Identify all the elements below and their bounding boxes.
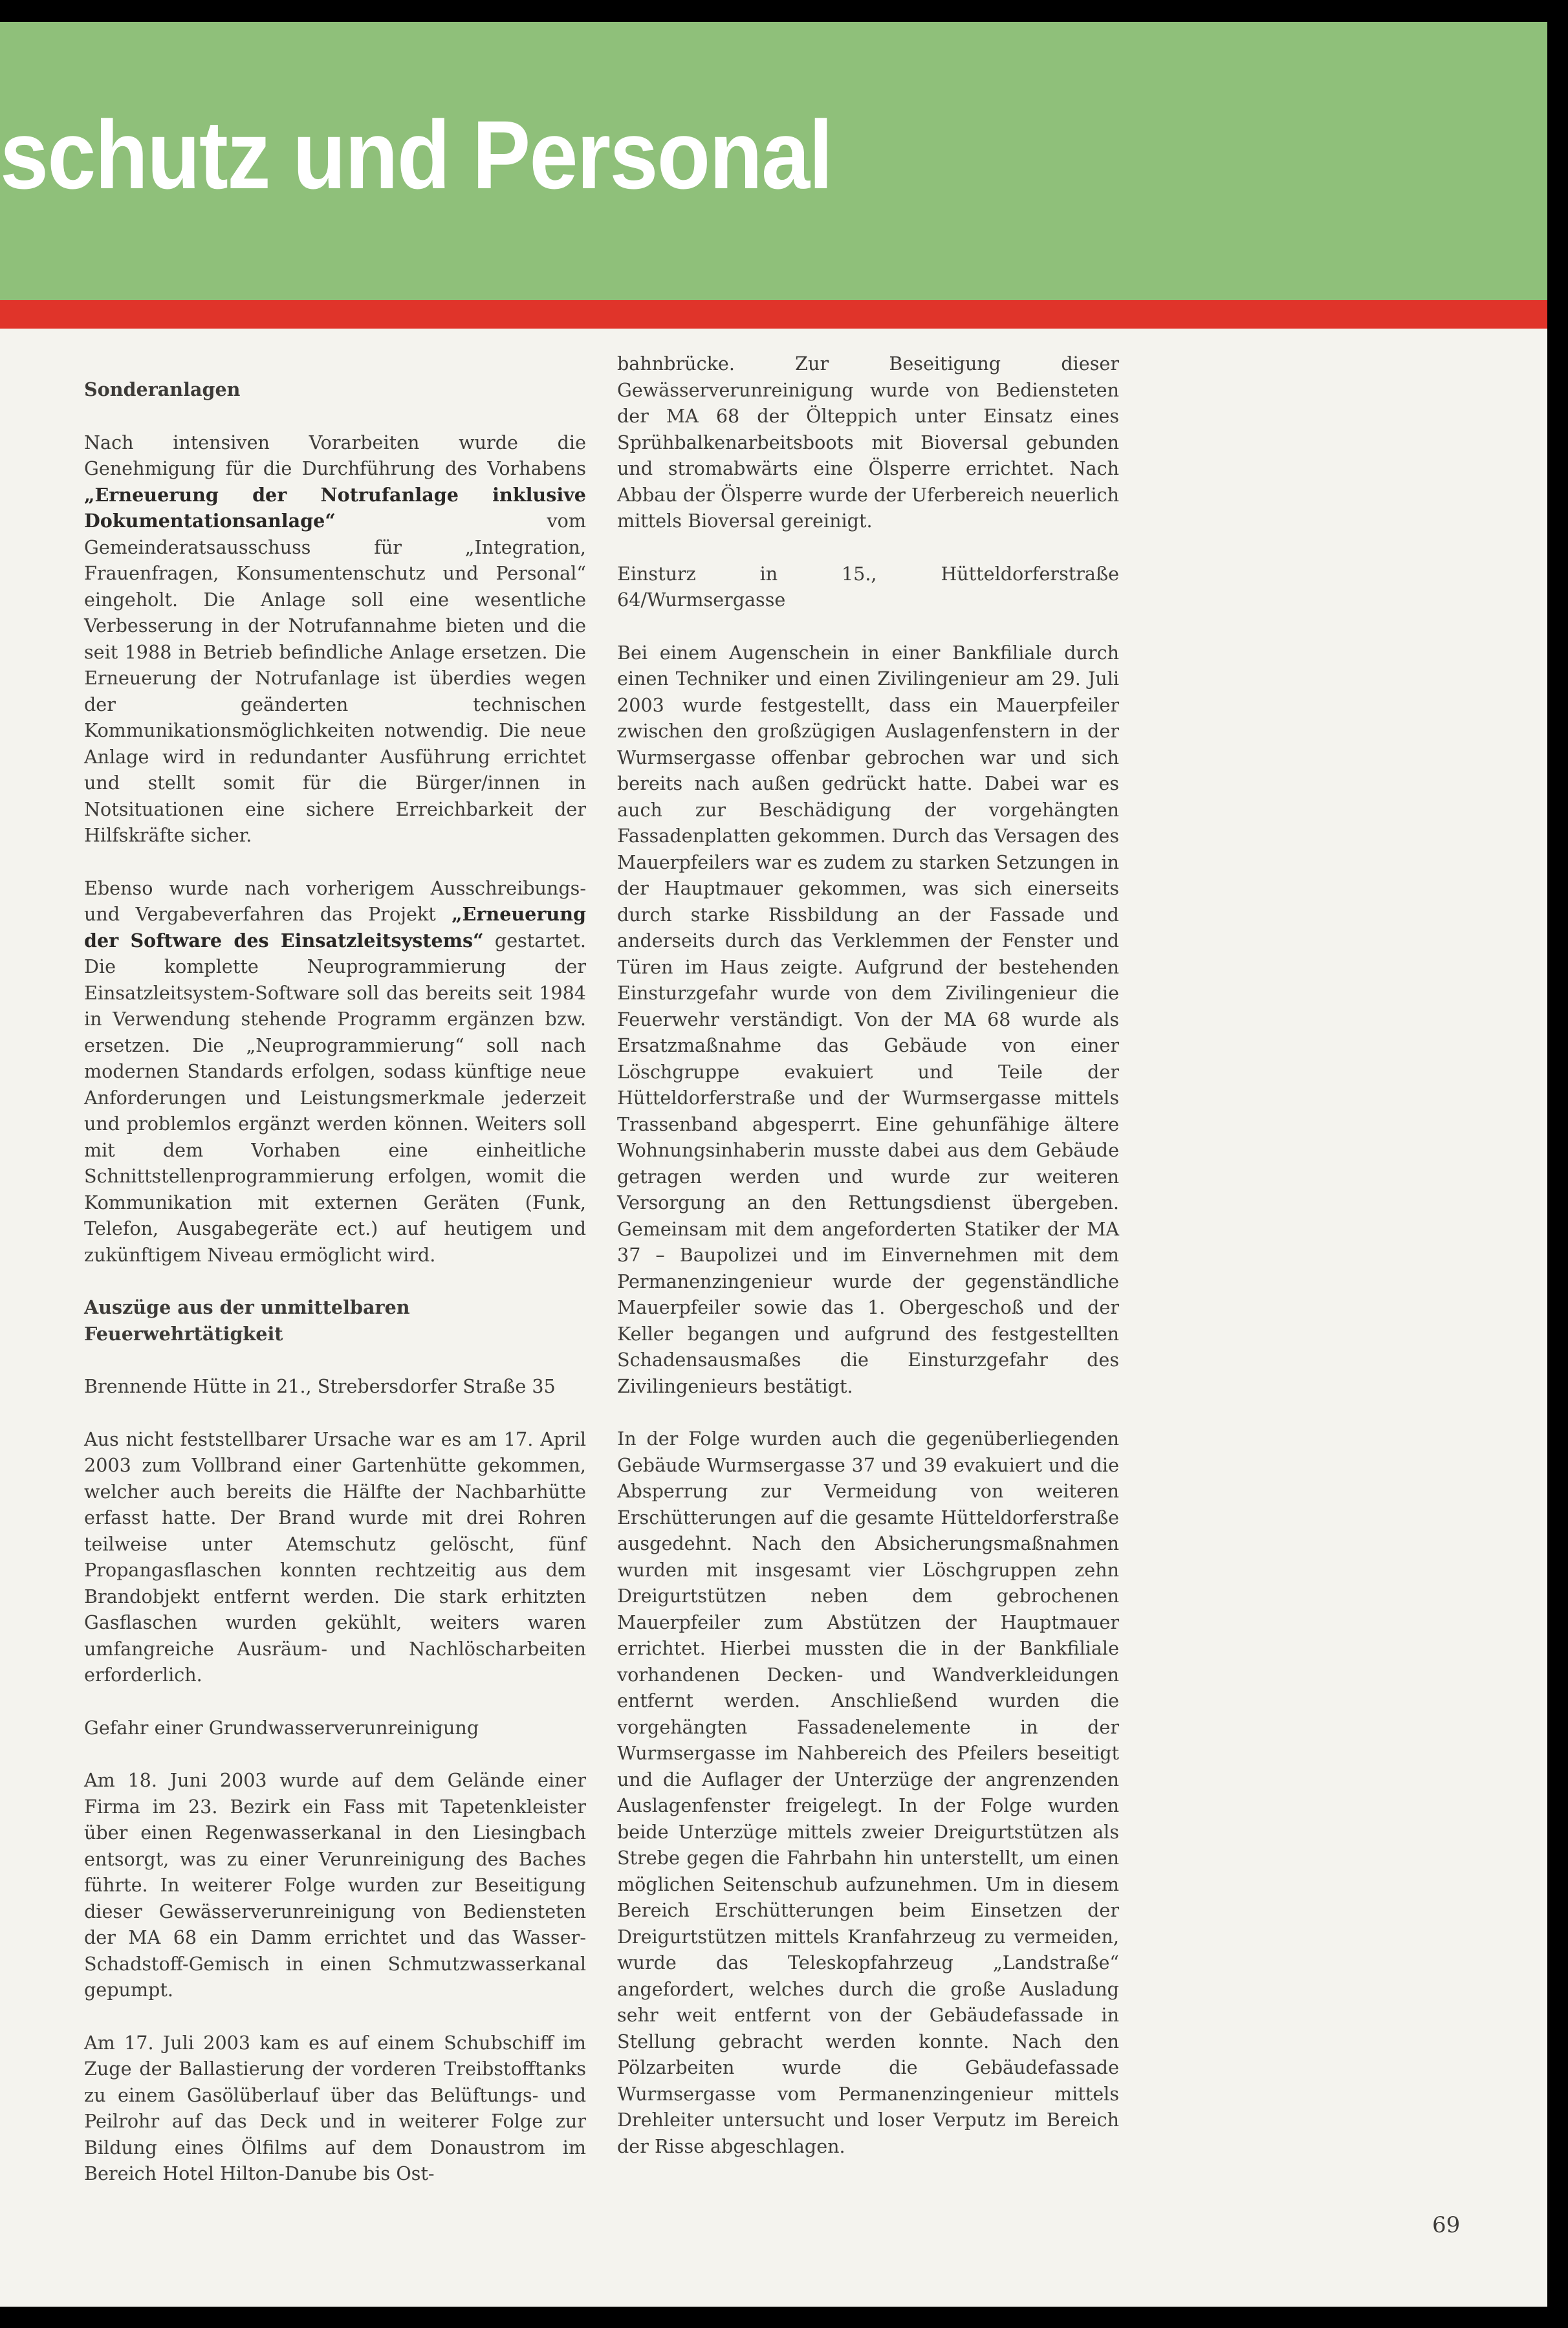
bold-project-name: „Erneuerung der Notrufanlage inklusive Dokumentationsanlage“ [84,483,586,532]
paragraph-huette: Aus nicht feststellbarer Ursache war es am 17. April 2003 zum Vollbrand einer Gartenhütte gekommen, welcher auch bereits die Hälfte der Nachbarhütte erfasst hatte. Der Brand wurde mit drei Rohren teilweise unter Atemschutz gelöscht, fünf Propangasflaschen konnten rechtzeitig aus dem Brandobjekt entfernt werden. Die stark erhitzten Gasflaschen wurden gekühlt, weiters waren umfangreiche Ausräum- und Nachlöscharbeiten erforderlich. [84,1428,586,1686]
paragraph-dreigurtstuetzen: In der Folge wurden auch die gegenüberliegenden Gebäude Wurmsergasse 37 und 39 evakuiert und die Absperrung zur Vermeidung von weiteren Erschütterungen auf die gesamte Hütteldorferstraße ausgedehnt. Nach den Absicherungsmaßnahmen wurden mit insgesamt vier Löschgruppen zehn Dreigurtstützen neben dem gebrochenen Mauerpfeiler zum Abstützen der Hauptmauer errichtet. Hierbei mussten die in der Bankfiliale vorhandenen Decken- und Wandverkleidungen entfernt werden. Anschließend wurden die vorgehängten Fassadenelemente in der Wurmsergasse im Nahbereich des Pfeilers beseitigt und die Auflager der Unterzüge der angrenzenden Auslagenfenster freigelegt. In der Folge wurden beide Unterzüge mittels zweier Dreigurtstützen als Strebe gegen die Fahrbahn hin unterstellt, um einen möglichen Seitenschub aufzunehmen. Um in diesem Bereich Erschütterungen beim Einsetzen der Dreigurtstützen mittels Kranfahrzeug zu vermeiden, wurde das Teleskopfahrzeug „Landstraße“ angefordert, welches durch die große Ausladung sehr weit entfernt von der Gebäudefassade in Stellung gebracht werden konnte. Nach den Pölzarbeiten wurde die Gebäudefassade Wurmsergasse vom Permanenzingenieur mittels Drehleiter untersucht und loser Verputz im Bereich der Risse abgeschlagen. [617,1428,1119,2157]
header-band [0,22,1547,300]
right-column [617,353,1119,2186]
paragraph-einsatzleitsystem: Ebenso wurde nach vorherigem Ausschreibungs- und Vergabeverfahren das Projekt „Erneuerung der Software des Einsatzleitsystems“ gestartet. Die komplette Neuprogrammierung der Einsatzleitsystem-Software soll das bereits seit 1984 in Verwendung stehende Programm ergänzen bzw. ersetzen. Die „Neuprogrammierung“ soll nach modernen Standards erfolgen, sodass künftige neue Anforderungen und Leistungsmerkmale jederzeit und problemlos ergänzt werden können. Weiters soll mit dem Vorhaben eine einheitliche Schnittstellenprogrammierung erfolgen, womit die Kommunikation mit externen Geräten (Funk, Telefon, Ausgabegeräte ect.) auf heutigem und zukünftigem Niveau ermöglicht wird. [84,876,586,1266]
subheading-grundwasser: Gefahr einer Grundwasserverunreinigung [84,1716,479,1739]
paragraph-tapetenkleister: Am 18. Juni 2003 wurde auf dem Gelände einer Firma im 23. Bezirk ein Fass mit Tapetenkleister über einen Regenwasserkanal in den Liesingbach entsorgt, was zu einer Verunreinigung des Baches führte. In weiterer Folge wurden zur Beseitigung dieser Gewässerverunreinigung von Bediensteten der MA 68 ein Damm errichtet und das Wasser-Schadstoff-Gemisch in einen Schmutzwasserkanal gepumpt. [84,1769,586,2001]
subheading-einsturz: Einsturz in 15., Hütteldorferstraße 64/Wurmsergasse [617,562,1119,611]
page-number: 69 [1432,2212,1461,2238]
document-page [0,22,1547,2307]
heading-sonderanlagen: Sonderanlagen [84,378,241,400]
left-column [84,376,586,2214]
paragraph-mauerpfeiler: Bei einem Augenschein in einer Bankfiliale durch einen Techniker und einen Zivilingenieur am 29. Juli 2003 wurde festgestellt, dass ein Mauerpfeiler zwischen den großzügigen Auslagenfenstern in der Wurmsergasse offenbar gebrochen war und sich bereits nach außen gedrückt hatte. Dabei war es auch zur Beschädigung der vorgehängten Fassadenplatten gekommen. Durch das Versagen des Mauerpfeilers war es zudem zu starken Setzungen in der Hauptmauer gekommen, was sich einerseits durch starke Rissbildung an der Fassade und anderseits durch das Verklemmen der Fenster und Türen im Haus zeigte. Aufgrund der bestehenden Einsturzgefahr wurde von dem Zivilingenieur die Feuerwehr verständigt. Von der MA 68 wurde als Ersatzmaßnahme das Gebäude von einer Löschgruppe evakuiert und Teile der Hütteldorferstraße und der Wurmsergasse mittels Trassenband abgesperrt. Eine gehunfähige ältere Wohnungsinhaberin musste dabei aus dem Gebäude getragen werden und wurde zur weiteren Versorgung an den Rettungsdienst übergeben. Gemeinsam mit dem angeforderten Statiker der MA 37 – Baupolizei und im Einvernehmen mit dem Permanenzingenieur wurde der gegenständliche Mauerpfeiler sowie das 1. Obergeschoß und der Keller begangen und aufgrund des festgestellten Schadensausmaßes die Einsturzgefahr des Zivilingenieurs bestätigt. [617,641,1119,1397]
paragraph-notrufanlage: Nach intensiven Vorarbeiten wurde die Genehmigung für die Durchführung des Vorhabens „Erneuerung der Notrufanlage inklusive Dokumentationsanlage“ vom Gemeinderatsausschuss für „Integration, Frauenfragen, Konsumentenschutz und Personal“ eingeholt. Die Anlage soll eine wesentliche Verbesserung in der Notrufannahme bieten und die seit 1988 in Betrieb befindliche Anlage ersetzen. Die Erneuerung der Notrufanlage ist überdies wegen der geänderten technischen Kommunikationsmöglichkeiten notwendig. Die neue Anlage wird in redundanter Ausführung errichtet und stellt somit für die Bürger/innen in Notsituationen eine sichere Erreichbarkeit der Hilfskräfte sicher. [84,431,586,846]
paragraph-oelsperre: bahnbrücke. Zur Beseitigung dieser Gewässerverunreinigung wurde von Bediensteten der MA 68 der Ölteppich unter Einsatz eines Sprühbalkenarbeitsboots mit Bioversal gebunden und stromabwärts eine Ölsperre errichtet. Nach Abbau der Ölsperre wurde der Uferbereich neuerlich mittels Bioversal gereinigt. [617,353,1119,532]
bold-project-name: „Erneuerung der Software des Einsatzleitsystems“ [84,903,586,952]
header-stripe [0,300,1547,329]
paragraph-schubschiff: Am 17. Juli 2003 kam es auf einem Schubschiff im Zuge der Ballastierung der vorderen Treibstofftanks zu einem Gasölüberlauf über das Belüftungs- und Peilrohr auf das Deck und in weiterer Folge zur Bildung eines Ölfilms auf dem Donaustrom im Bereich Hotel Hilton-Danube bis Ost- [84,2031,586,2184]
section-title: schutz und Personal [0,100,833,209]
subheading-brennende-huette: Brennende Hütte in 21., Strebersdorfer Straße 35 [84,1375,556,1397]
heading-feuerwehrtaetigkeit: Auszüge aus der unmittelbaren Feuerwehrtätigkeit [84,1296,410,1345]
